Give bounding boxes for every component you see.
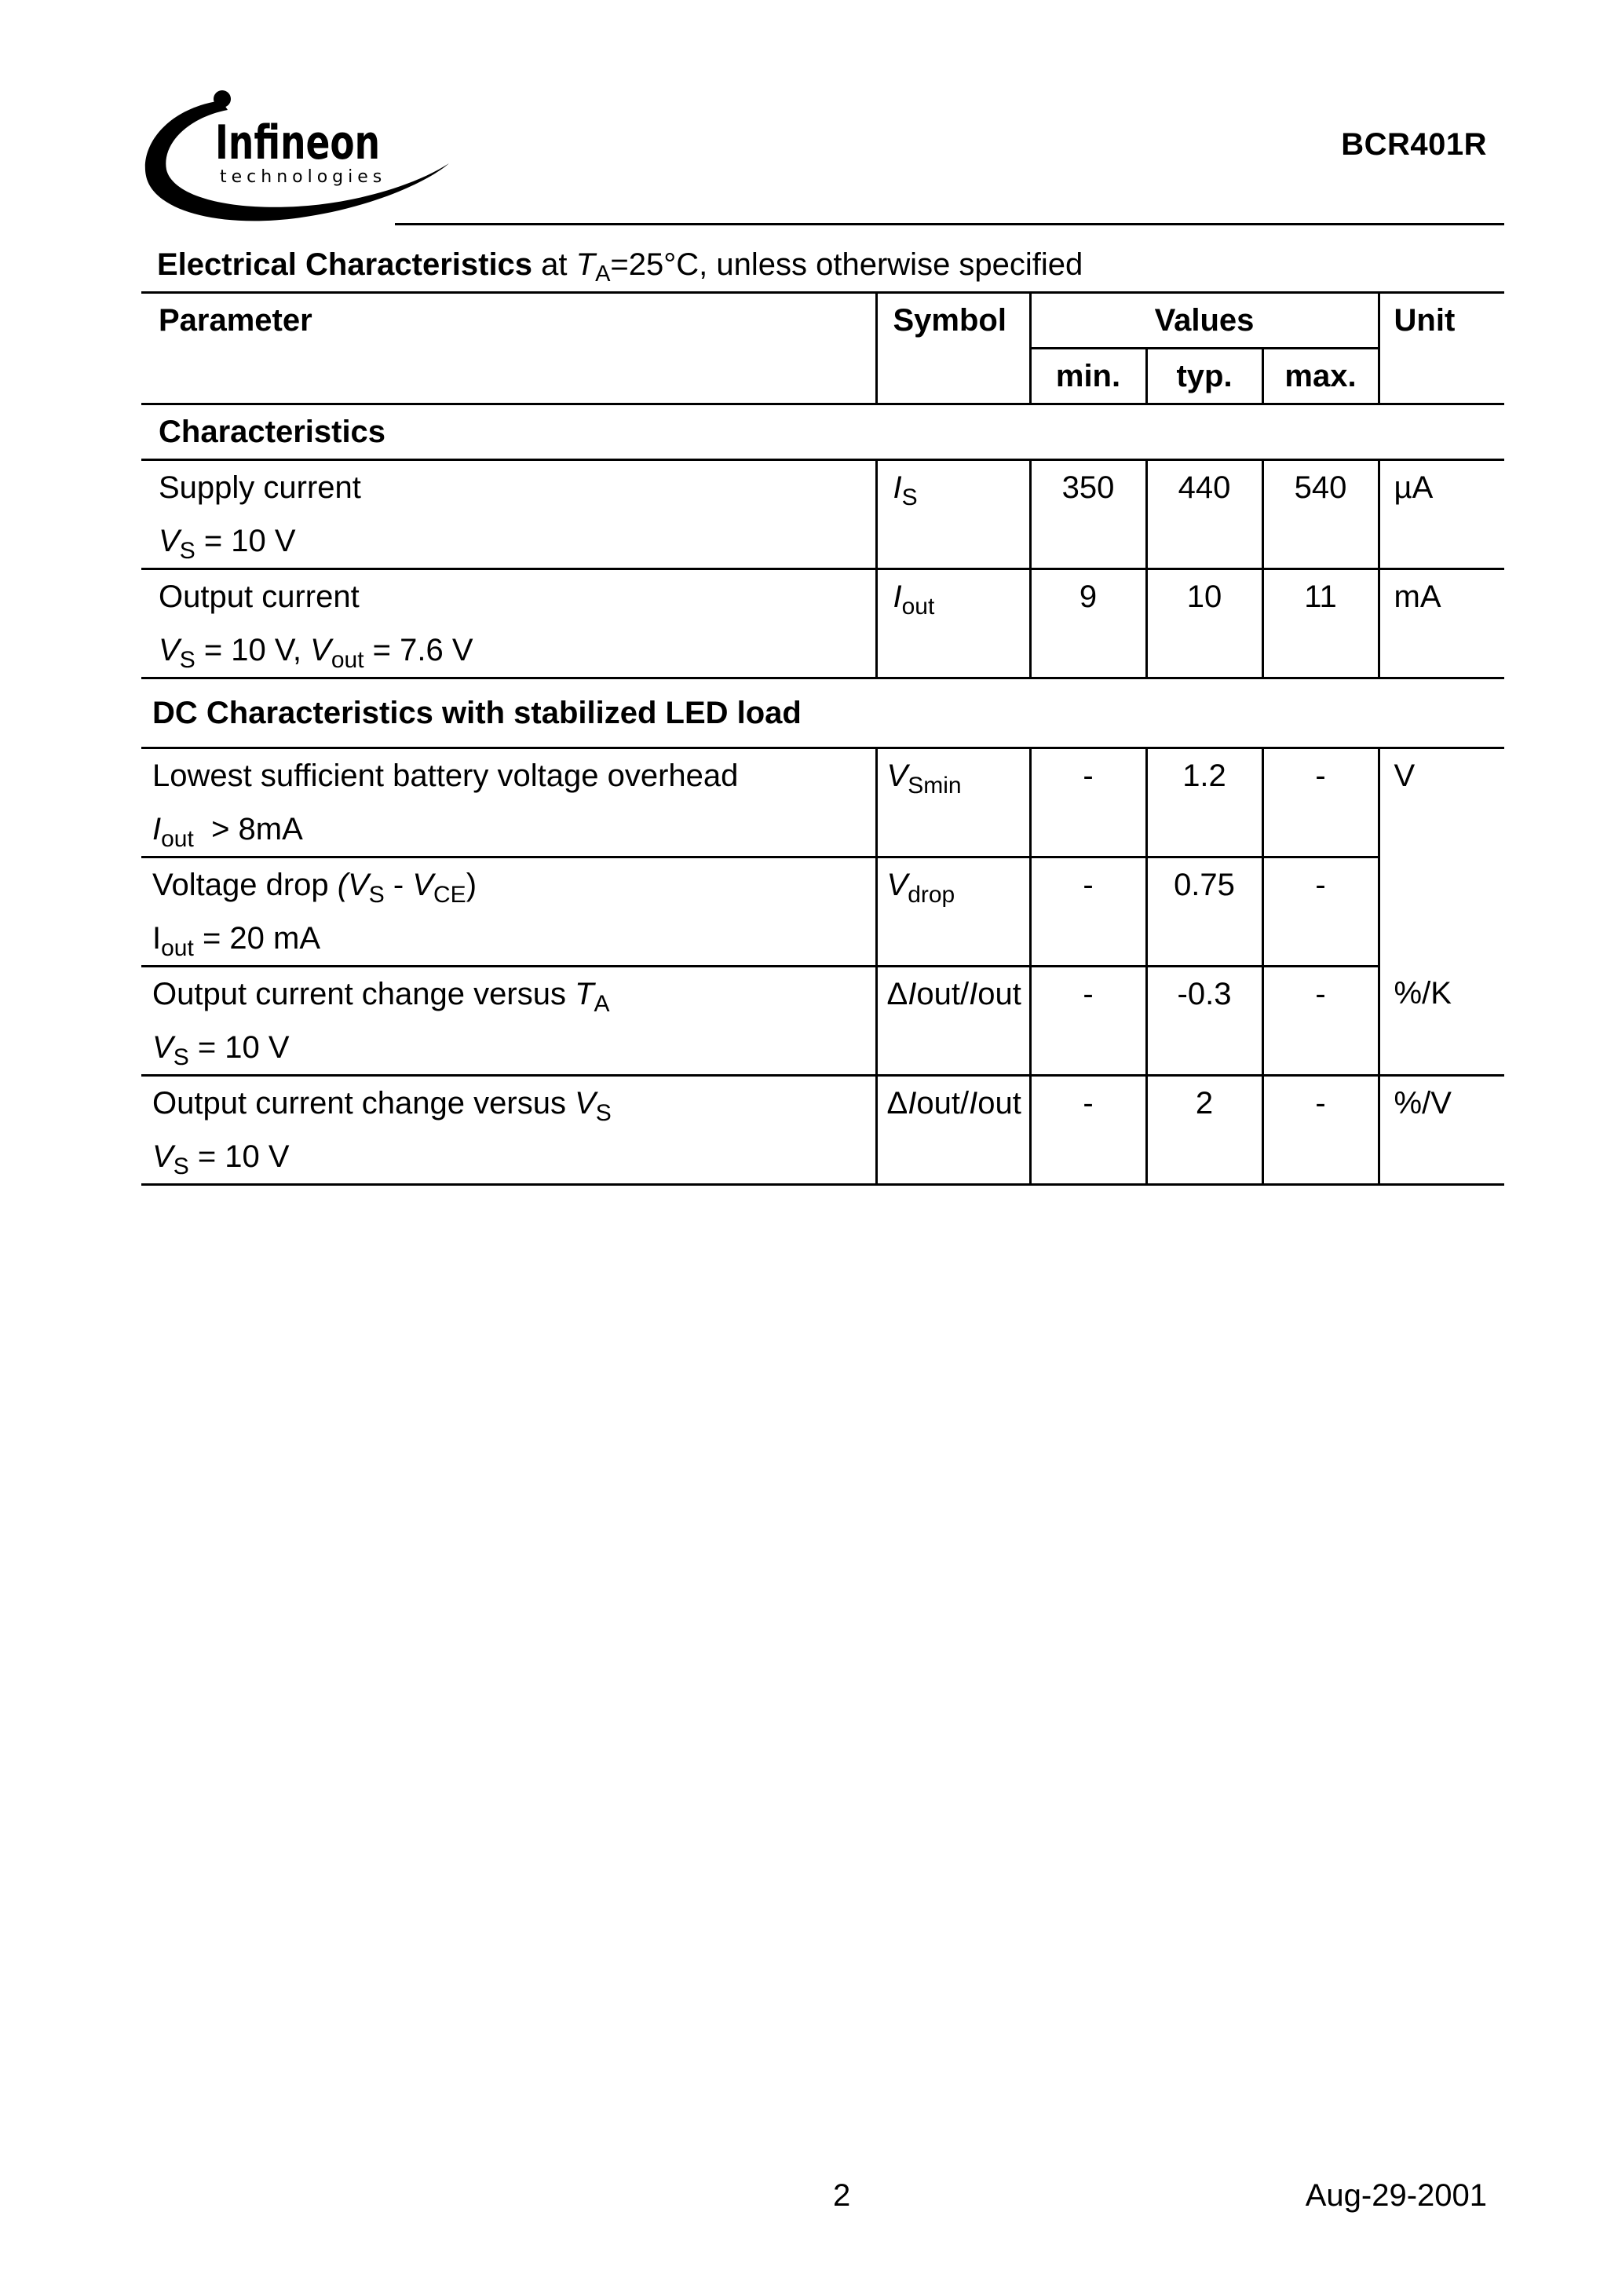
- param-condition: [152, 912, 875, 965]
- symbol-cell: [876, 1076, 1030, 1185]
- max-value: 540: [1262, 460, 1379, 569]
- symbol-var: I: [969, 1086, 978, 1121]
- cond-text: = 10 V: [188, 1139, 290, 1174]
- param-condition: [159, 514, 875, 568]
- max-value: -: [1262, 1076, 1379, 1185]
- min-value: -: [1030, 748, 1146, 857]
- symbol-var: V: [886, 759, 908, 793]
- cond-sub: out: [161, 826, 194, 852]
- logo-wordmark: Infineon: [215, 115, 380, 170]
- electrical-characteristics-table: [141, 291, 1504, 1186]
- symbol-sub: out: [977, 977, 1021, 1011]
- symbol-cell: [876, 857, 1030, 967]
- logo-tagline: technologies: [220, 167, 387, 187]
- cond-text: = 7.6 V: [363, 633, 473, 667]
- min-value: 350: [1030, 460, 1146, 569]
- symbol-var: I: [969, 977, 978, 1011]
- param-var: V: [412, 868, 434, 902]
- cond-var: V: [159, 524, 180, 558]
- cond-text: = 10 V,: [195, 633, 311, 667]
- header-typ: typ.: [1146, 349, 1262, 404]
- min-value: 9: [1030, 569, 1146, 678]
- section-dc-characteristics: [141, 678, 1504, 748]
- symbol-var: I: [908, 977, 917, 1011]
- delta-symbol: Δ: [886, 977, 908, 1011]
- cond-var: I: [152, 921, 162, 956]
- param-var: T: [575, 977, 594, 1011]
- param-text: Output current change versus: [152, 977, 575, 1011]
- caption-at: at: [532, 247, 576, 282]
- document-date: Aug-29-2001: [1305, 2178, 1487, 2213]
- cond-text: = 10 V: [188, 1030, 290, 1065]
- unit-value: V: [1379, 748, 1504, 967]
- cond-sub: out: [161, 935, 194, 961]
- header-unit: Unit: [1379, 293, 1504, 404]
- typ-value: 1.2: [1146, 748, 1262, 857]
- min-value: -: [1030, 857, 1146, 967]
- cond-sub: out: [331, 647, 364, 673]
- param-paren: ): [466, 868, 477, 902]
- cond-sub: S: [173, 1044, 189, 1070]
- symbol-sub: S: [901, 484, 918, 510]
- typ-value: 2: [1146, 1076, 1262, 1185]
- param-text: Voltage drop: [152, 868, 338, 902]
- cond-text: > 8mA: [193, 812, 303, 846]
- header-max: max.: [1262, 349, 1379, 404]
- symbol-slash: /: [959, 977, 970, 1011]
- param-sub: S: [368, 882, 385, 908]
- typ-value: 0.75: [1146, 857, 1262, 967]
- caption-ta-var: T: [575, 247, 596, 282]
- cond-text: = 10 V: [195, 524, 296, 558]
- param-name: [152, 967, 875, 1021]
- min-value: -: [1030, 1076, 1146, 1185]
- max-value: -: [1262, 748, 1379, 857]
- unit-value: µA: [1379, 460, 1504, 569]
- cond-text: = 20 mA: [193, 921, 321, 956]
- symbol-sub: out: [977, 1086, 1021, 1121]
- max-value: -: [1262, 967, 1379, 1076]
- param-var: V: [575, 1086, 596, 1121]
- param-sub: CE: [433, 882, 466, 908]
- unit-value: %/K: [1379, 967, 1504, 1076]
- page-number: 2: [833, 2178, 851, 2213]
- symbol-slash: /: [959, 1086, 970, 1121]
- max-value: -: [1262, 857, 1379, 967]
- typ-value: 10: [1146, 569, 1262, 678]
- cond-sub: S: [179, 647, 195, 673]
- cond-var: I: [152, 812, 162, 846]
- param-var: V: [348, 868, 369, 902]
- symbol-cell: [876, 460, 1030, 569]
- unit-value: mA: [1379, 569, 1504, 678]
- symbol-sub: out: [901, 594, 935, 620]
- document-id: BCR401R: [1341, 127, 1487, 162]
- header-parameter: Parameter: [141, 293, 876, 404]
- symbol-cell: [876, 748, 1030, 857]
- max-value: 11: [1262, 569, 1379, 678]
- caption-title: Electrical Characteristics: [157, 247, 533, 282]
- typ-value: -0.3: [1146, 967, 1262, 1076]
- table-row: [141, 1076, 1504, 1185]
- cond-var: V: [310, 633, 331, 667]
- cond-var: V: [152, 1030, 174, 1065]
- symbol-var: V: [886, 868, 908, 902]
- table-row: [141, 460, 1504, 569]
- param-cell: [141, 857, 876, 967]
- cond-var: V: [152, 1139, 174, 1174]
- symbol-sub: drop: [908, 882, 955, 908]
- infineon-logo: [135, 82, 465, 231]
- infineon-logo-graphic: [135, 82, 465, 231]
- param-name: [152, 858, 875, 912]
- cond-var: V: [159, 633, 180, 667]
- param-text: -: [384, 868, 413, 902]
- param-cell: [141, 1076, 876, 1185]
- symbol-sub: out: [916, 1086, 960, 1121]
- param-text: Output current change versus: [152, 1086, 575, 1121]
- delta-symbol: Δ: [886, 1086, 908, 1121]
- section-title: Characteristics: [141, 404, 1504, 460]
- table-row: [141, 967, 1504, 1076]
- param-condition: [159, 623, 875, 677]
- table-row: [141, 857, 1504, 967]
- symbol-cell: [876, 967, 1030, 1076]
- param-name: [152, 1077, 875, 1130]
- caption-rest: =25°C, unless otherwise specified: [610, 247, 1083, 282]
- header-row: [141, 293, 1504, 349]
- param-condition: [152, 1130, 875, 1183]
- param-condition: [152, 1021, 875, 1074]
- cond-sub: S: [173, 1153, 189, 1179]
- header-rule: [395, 223, 1504, 225]
- symbol-sub: out: [916, 977, 960, 1011]
- min-value: -: [1030, 967, 1146, 1076]
- symbol-sub: Smin: [908, 773, 962, 799]
- section-title: DC Characteristics with stabilized LED load: [141, 678, 1504, 748]
- param-name: Output current: [159, 579, 360, 614]
- cond-sub: S: [179, 538, 195, 564]
- param-sub: S: [595, 1100, 612, 1126]
- symbol-var: I: [908, 1086, 917, 1121]
- param-condition: [152, 803, 875, 856]
- param-cell: [141, 967, 876, 1076]
- param-cell: [141, 460, 876, 569]
- header-min: min.: [1030, 349, 1146, 404]
- header-symbol: Symbol: [876, 293, 1030, 404]
- param-cell: [141, 748, 876, 857]
- caption-ta-sub: A: [595, 261, 611, 287]
- param-cell: [141, 569, 876, 678]
- param-paren: (: [337, 868, 349, 902]
- typ-value: 440: [1146, 460, 1262, 569]
- table-row: [141, 748, 1504, 857]
- symbol-var: I: [893, 470, 902, 505]
- header-values: Values: [1030, 293, 1379, 349]
- unit-value: %/V: [1379, 1076, 1504, 1185]
- section-characteristics: [141, 404, 1504, 460]
- symbol-var: I: [893, 579, 902, 614]
- table-row: [141, 569, 1504, 678]
- param-sub: A: [594, 991, 610, 1017]
- table-caption: [157, 247, 1083, 287]
- symbol-cell: [876, 569, 1030, 678]
- param-name: Lowest sufficient battery voltage overhead: [152, 759, 739, 793]
- param-name: Supply current: [159, 470, 361, 505]
